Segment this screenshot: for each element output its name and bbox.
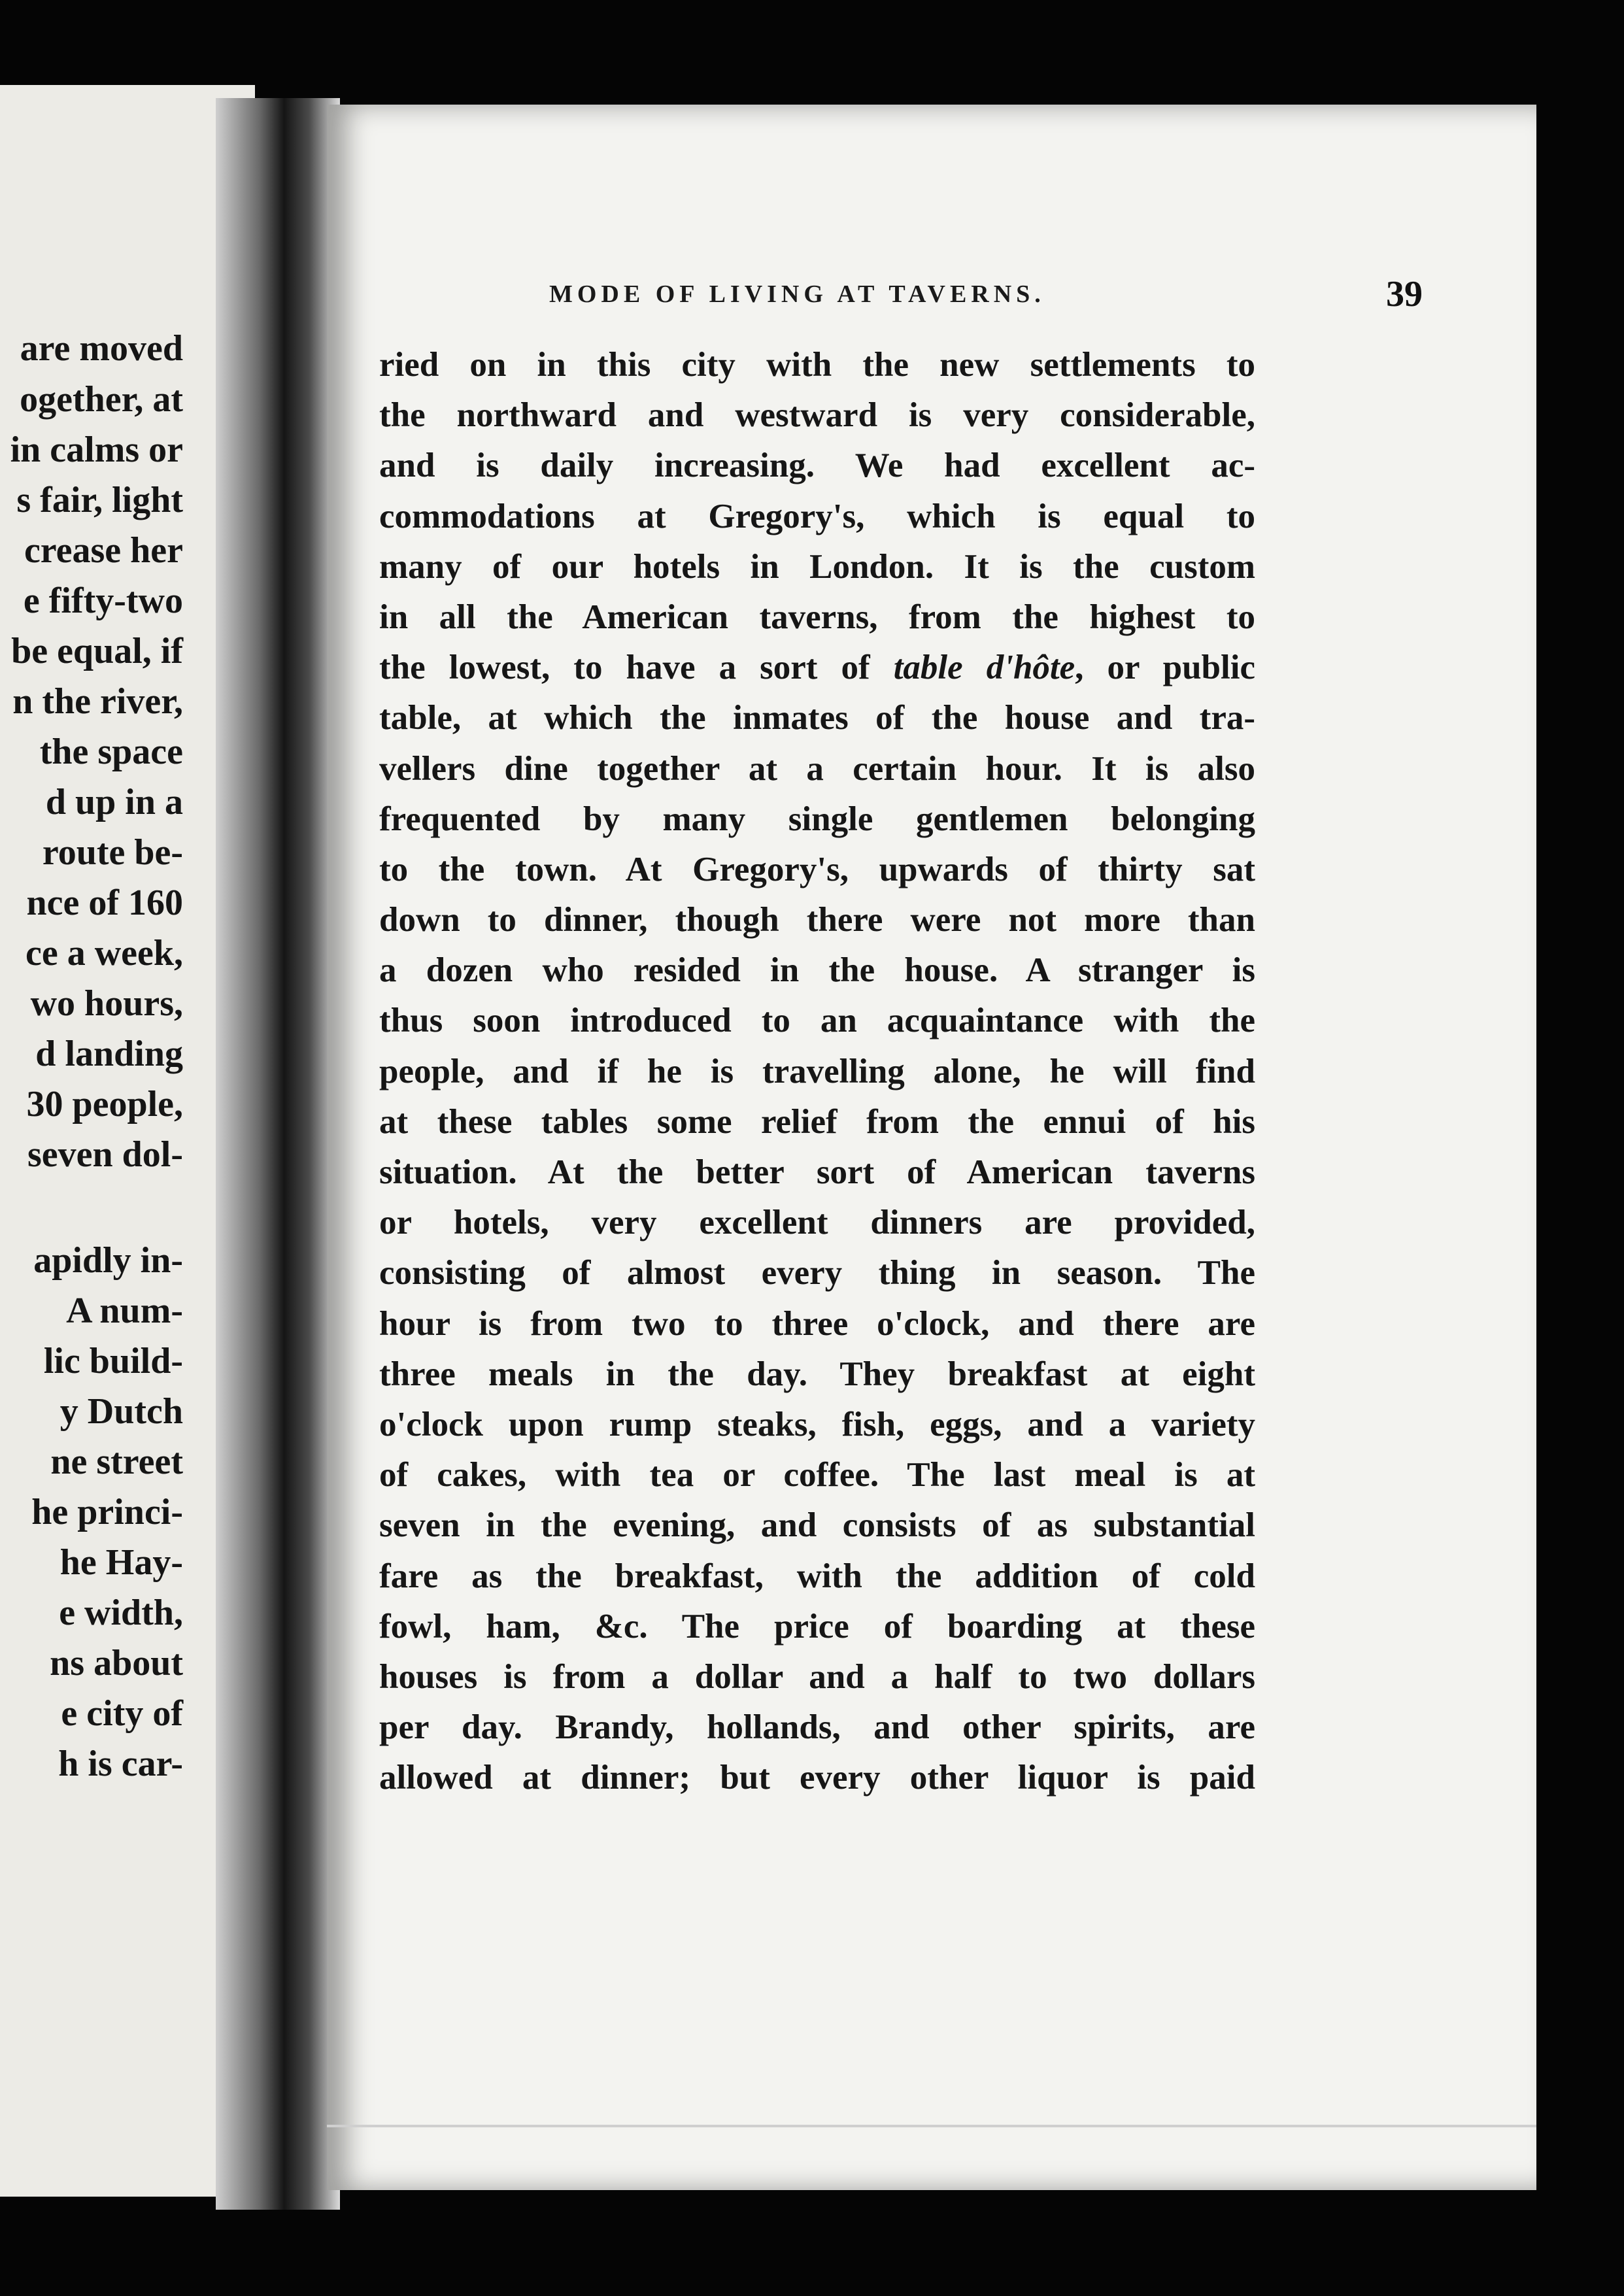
left-line-fragment: nce of 160 [26, 883, 183, 923]
text-line: of cakes, with tea or coffee. The last meal is at [379, 1456, 1255, 1494]
text-line: in all the American taverns, from the highest to [379, 598, 1255, 636]
text-line: vellers dine together at a certain hour. It is also [379, 749, 1255, 788]
text-line: and is daily increasing. We had excellent ac- [379, 447, 1255, 485]
text-line: at these tables some relief from the ennui of his [379, 1102, 1255, 1141]
text-line: or hotels, very excellent dinners are provided, [379, 1204, 1255, 1242]
page-bottom-edge [327, 2125, 1536, 2127]
left-line-fragment: wo hours, [30, 983, 183, 1024]
text-line: houses is from a dollar and a half to two dollars [379, 1657, 1255, 1696]
text-line: table, at which the inmates of the house and tra- [379, 699, 1255, 737]
left-line-fragment: s fair, light [16, 480, 183, 520]
left-line-fragment: e city of [61, 1693, 183, 1734]
text-line: frequented by many single gentlemen belonging [379, 800, 1255, 838]
text-line: per day. Brandy, hollands, and other spirits, are [379, 1708, 1255, 1747]
left-line-fragment: ogether, at [20, 379, 183, 420]
running-head-title: MODE OF LIVING AT TAVERNS. [549, 280, 1045, 308]
text-line: fowl, ham, &c. The price of boarding at these [379, 1607, 1255, 1646]
text-line-end: , or public [1075, 649, 1255, 687]
text-line-start: the lowest, to have a sort of [379, 649, 870, 687]
left-line-fragment: 30 people, [26, 1084, 183, 1124]
text-line [379, 643, 1255, 693]
text-line: ried on in this city with the new settlements to [379, 346, 1255, 384]
left-line-fragment: he Hay- [59, 1542, 183, 1583]
text-line: hour is from two to three o'clock, and there are [379, 1304, 1255, 1343]
left-line-fragment: A num- [66, 1291, 183, 1331]
left-line-fragment: y Dutch [59, 1391, 183, 1432]
left-line-fragment: he princi- [31, 1492, 183, 1532]
italic-phrase: table d'hôte [893, 649, 1075, 687]
text-line: thus soon introduced to an acquaintance with the [379, 1002, 1255, 1040]
left-line-fragment: d up in a [45, 782, 183, 822]
running-head [549, 273, 1530, 319]
left-line-fragment: e fifty-two [23, 581, 183, 621]
left-line-fragment: the space [39, 732, 183, 772]
text-line: three meals in the day. They breakfast at eight [379, 1355, 1255, 1393]
left-line-fragment: in calms or [10, 430, 183, 470]
text-line: allowed at dinner; but every other liquor is paid [379, 1759, 1255, 1797]
text-line: seven in the evening, and consists of as substantial [379, 1506, 1255, 1545]
left-line-fragment: h is car- [58, 1744, 183, 1784]
left-line-fragment: d landing [35, 1034, 183, 1074]
text-line: down to dinner, though there were not more than [379, 901, 1255, 939]
text-line: to the town. At Gregory's, upwards of thirty sat [379, 850, 1255, 888]
left-line-fragment: apidly in- [33, 1240, 183, 1281]
left-line-fragment: be equal, if [11, 631, 183, 671]
left-line-fragment: crease her [24, 530, 183, 571]
left-line-fragment: ns about [50, 1643, 183, 1683]
right-page [327, 105, 1536, 2190]
left-line-fragment: n the river, [12, 681, 183, 722]
left-line-fragment: are moved [20, 328, 183, 369]
text-line: fare as the breakfast, with the addition of cold [379, 1557, 1255, 1595]
body-text [379, 340, 1255, 1803]
text-line: people, and if he is travelling alone, he will find [379, 1052, 1255, 1090]
text-line: commodations at Gregory's, which is equal to [379, 497, 1255, 535]
left-line-fragment: lic build- [43, 1341, 183, 1381]
text-line: a dozen who resided in the house. A stranger is [379, 951, 1255, 990]
book-gutter-shadow [216, 98, 340, 2210]
left-line-fragment: ce a week, [25, 933, 183, 973]
text-line: many of our hotels in London. It is the custom [379, 547, 1255, 586]
text-line: situation. At the better sort of American taverns [379, 1153, 1255, 1191]
left-line-fragment: e width, [59, 1593, 183, 1633]
text-line: o'clock upon rump steaks, fish, eggs, and a variety [379, 1405, 1255, 1443]
page-number: 39 [1386, 274, 1423, 314]
left-line-fragment: seven dol- [27, 1134, 183, 1175]
text-line: the northward and westward is very considerable, [379, 396, 1255, 435]
left-line-fragment: ne street [50, 1442, 183, 1482]
text-line: consisting of almost every thing in season. The [379, 1254, 1255, 1292]
left-line-fragment: route be- [42, 832, 183, 873]
